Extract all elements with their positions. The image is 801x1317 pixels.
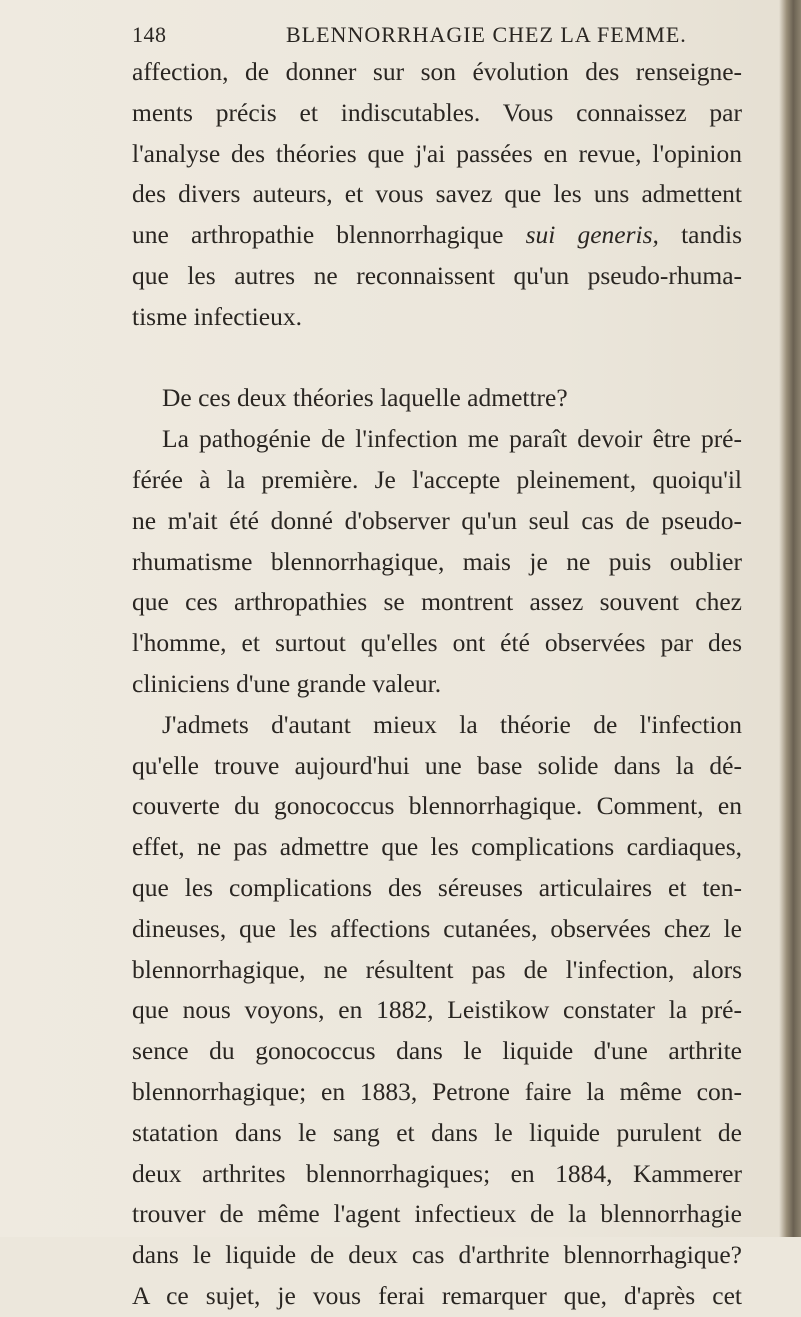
text-segment: une arthropathie blennorrhagique [132,220,504,250]
page-binding-edge [779,0,801,1237]
text-line: affection, de donner sur son évolution des renseigne- [132,57,742,86]
text-line: sence du gonococcus dans le liquide d'une arthrite [132,1036,742,1066]
running-title: BLENNORRHAGIE CHEZ LA FEMME. [286,22,687,47]
text-line: cliniciens d'une grande valeur. [132,668,442,698]
text-line: J'admets d'autant mieux la théorie de l'infection [162,709,742,739]
text-line: ne m'ait été donné d'observer qu'un seul cas de pseudo- [132,505,742,535]
body-text [132,52,742,1317]
paragraph-gap [132,338,742,379]
text-line: deux arthrites blennorrhagiques; en 1884, Kammerer [132,1158,742,1188]
text-line: des divers auteurs, et vous savez que les uns admettent [132,179,742,209]
text-line: De ces deux théories laquelle admettre? [162,383,568,413]
text-line: trouver de même l'agent infectieux de la blennorrhagie [132,1199,742,1229]
text-line: couverte du gonococcus blennorrhagique. Comment, en [132,791,742,821]
text-line: rhumatisme blennorrhagique, mais je ne puis oublier [132,546,742,576]
text-line: que les complications des séreuses articulaires et ten- [132,872,742,902]
page-header [132,22,744,54]
text-segment: tandis [681,220,743,250]
text-line: qu'elle trouve aujourd'hui une base solide dans la dé- [132,750,742,780]
text-line: l'analyse des théories que j'ai passées en revue, l'opinion [132,138,742,168]
italic-phrase: sui generis, [525,220,659,250]
text-line: blennorrhagique; en 1883, Petrone faire la même con- [132,1076,742,1106]
page-number: 148 [132,22,167,47]
text-line [132,215,742,256]
text-line: que ces arthropathies se montrent assez souvent chez [132,587,742,617]
text-line: statation dans le sang et dans le liquide purulent de [132,1117,742,1147]
text-line: que nous voyons, en 1882, Leistikow constater la pré- [132,995,742,1025]
text-line: tisme infectieux. [132,301,302,331]
text-line: La pathogénie de l'infection me paraît devoir être pré- [162,424,742,454]
text-line: effet, ne pas admettre que les complications cardiaques, [132,832,742,862]
text-line: blennorrhagique, ne résultent pas de l'infection, alors [132,954,742,984]
text-line: dineuses, que les affections cutanées, observées chez le [132,913,742,943]
text-line: A ce sujet, je vous ferai remarquer que, d'après cet [132,1280,742,1310]
text-line: l'homme, et surtout qu'elles ont été observées par des [132,628,742,658]
text-line: dans le liquide de deux cas d'arthrite blennorrhagique? [132,1240,742,1270]
text-line: ments précis et indiscutables. Vous connaissez par [132,97,742,127]
text-line: que les autres ne reconnaissent qu'un pseudo-rhuma- [132,260,742,290]
text-line: férée à la première. Je l'accepte pleinement, quoiqu'il [132,464,742,494]
